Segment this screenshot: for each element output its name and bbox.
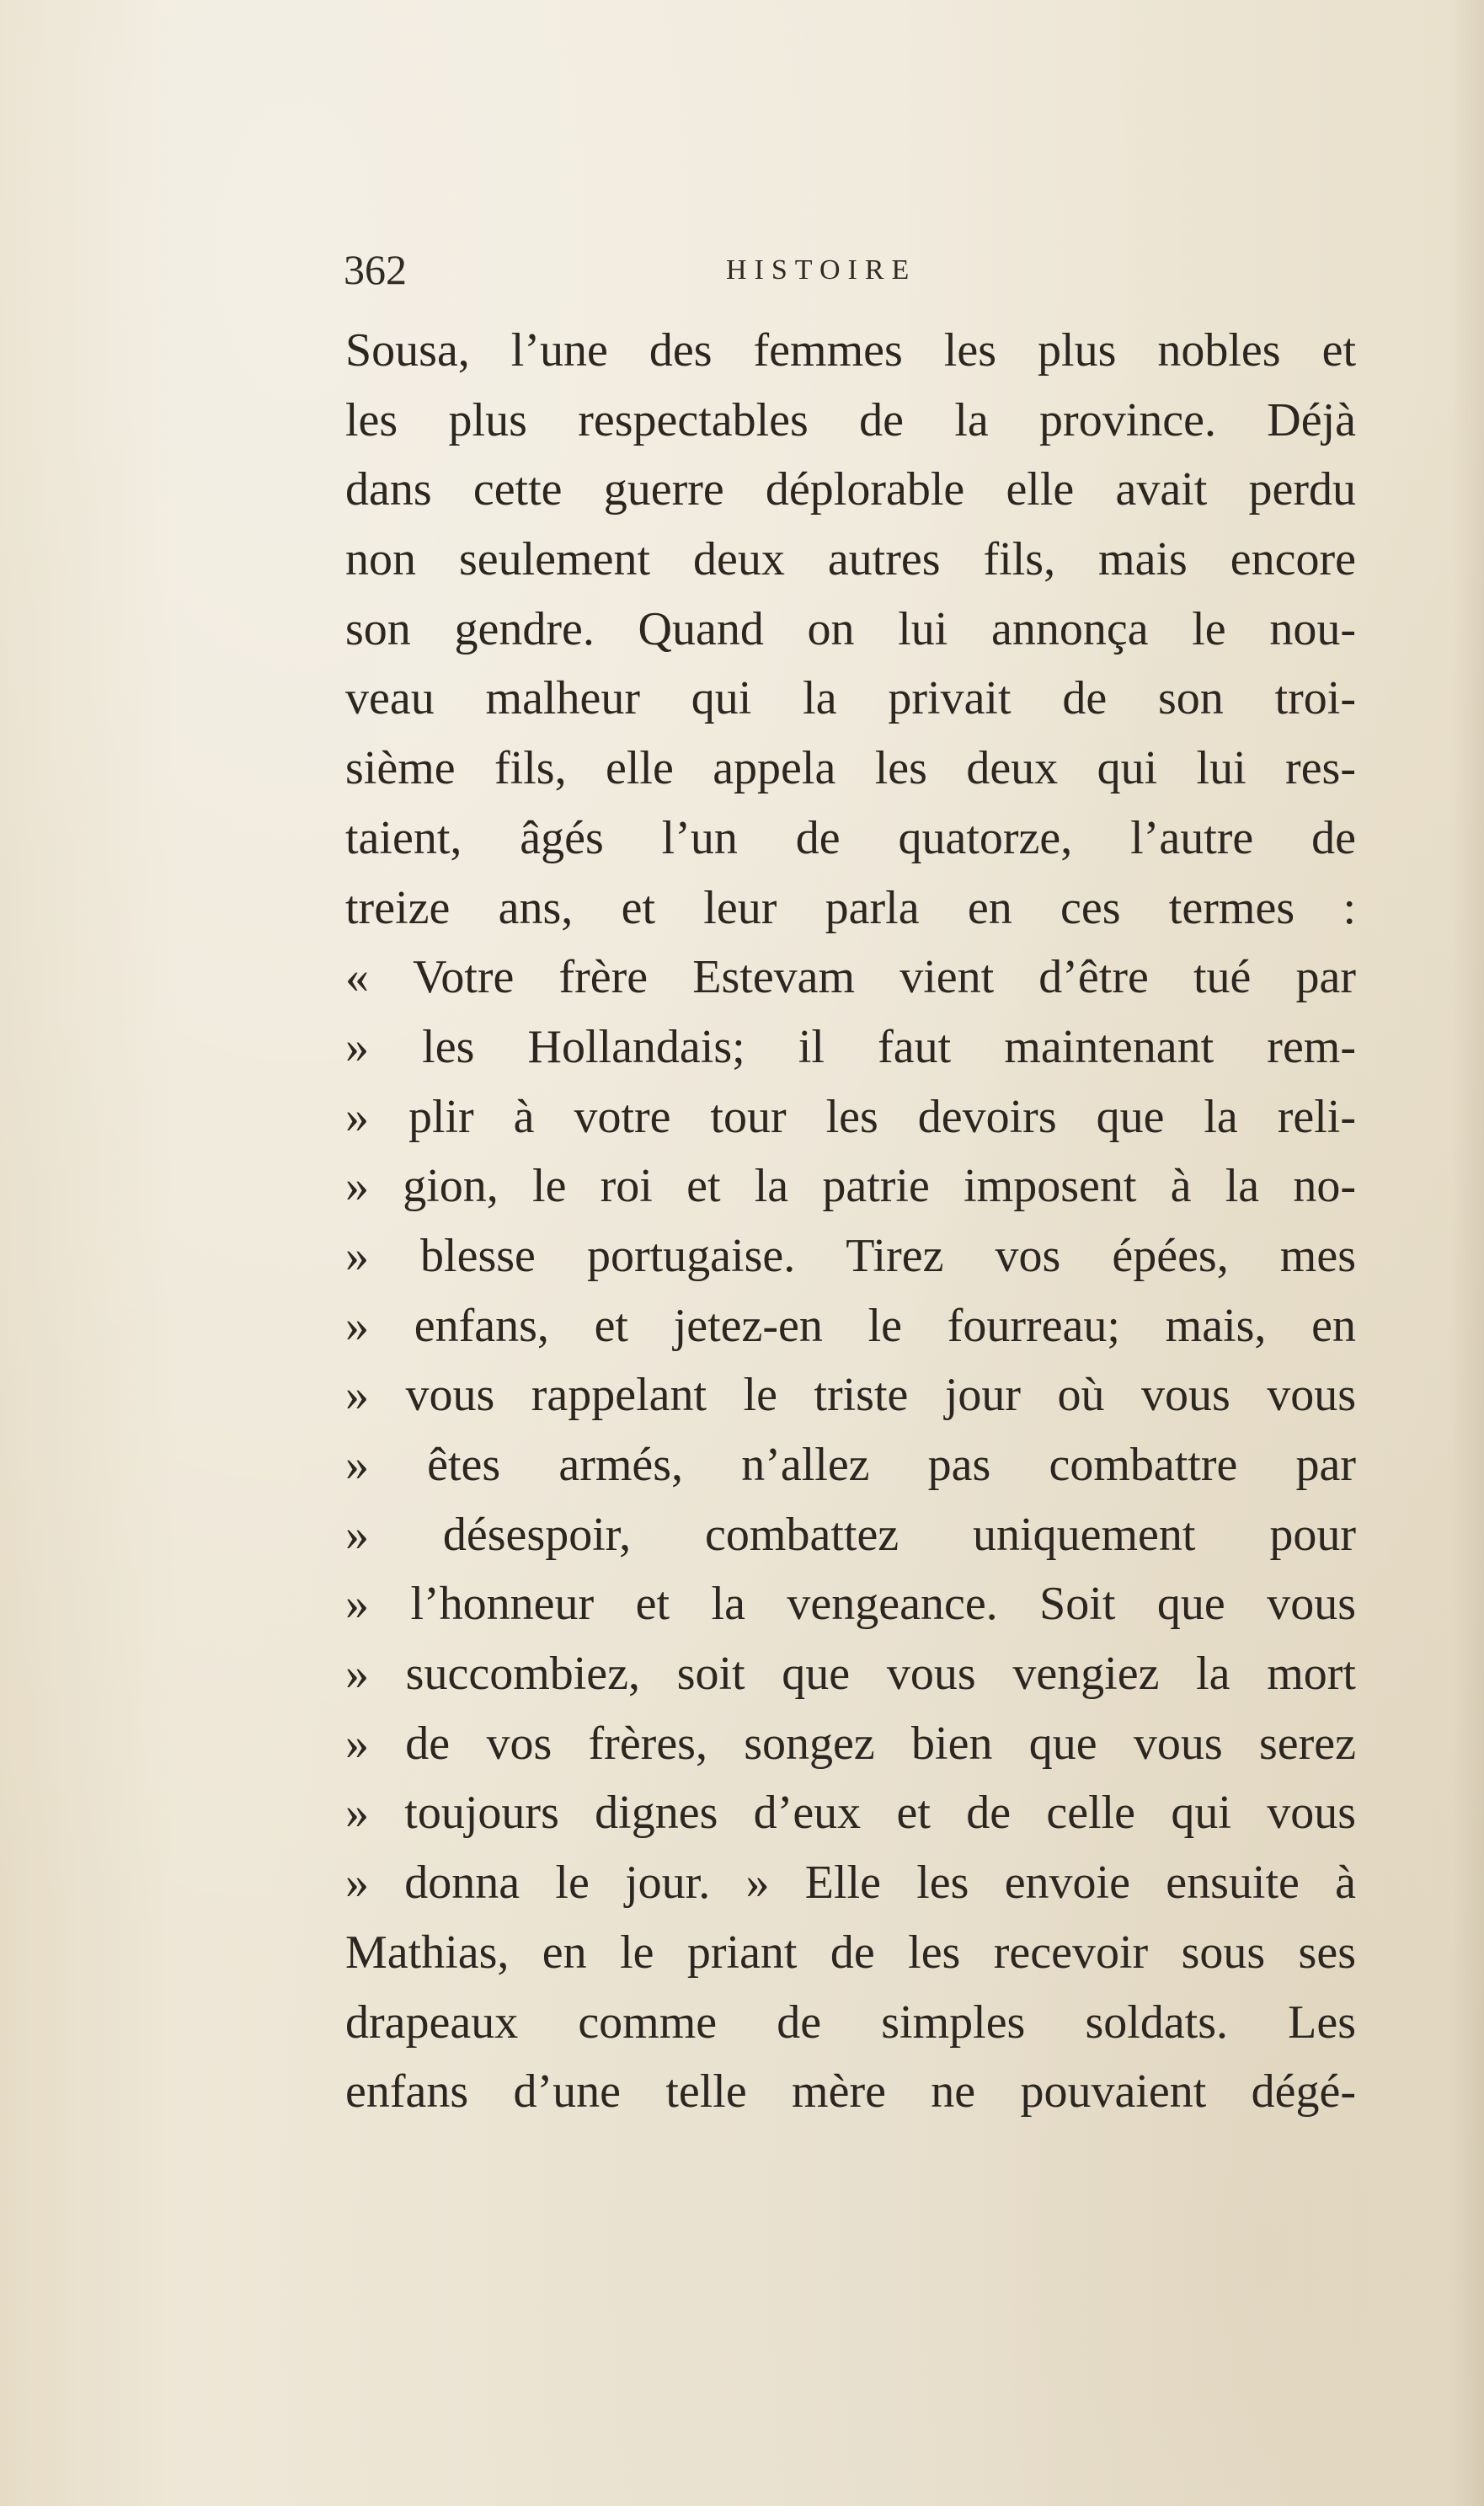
text-line: » les Hollandais; il faut maintenant rem- — [345, 1020, 1356, 1073]
text-line: » donna le jour. » Elle les envoie ensuite à — [345, 1857, 1356, 1910]
text-line: veau malheur qui la privait de son troi- — [345, 672, 1356, 725]
body-text — [345, 316, 1356, 2127]
running-head: HISTOIRE — [726, 254, 917, 286]
text-line: » succombiez, soit que vous vengiez la mort — [345, 1648, 1356, 1701]
page-header — [344, 244, 1354, 295]
text-line: dans cette guerre déplorable elle avait perdu — [345, 463, 1356, 516]
text-line: » l’honneur et la vengeance. Soit que vous — [345, 1578, 1356, 1631]
text-line: Mathias, en le priant de les recevoir sous ses — [345, 1926, 1356, 1979]
text-line: » enfans, et jetez-en le fourreau; mais, en — [345, 1299, 1356, 1352]
text-line: drapeaux comme de simples soldats. Les — [345, 1996, 1356, 2049]
text-line: non seulement deux autres fils, mais encore — [345, 533, 1356, 586]
text-line: « Votre frère Estevam vient d’être tué par — [345, 951, 1356, 1004]
text-line: enfans d’une telle mère ne pouvaient dégé- — [345, 2065, 1356, 2119]
text-line: » gion, le roi et la patrie imposent à la no- — [345, 1160, 1356, 1213]
text-line: » toujours dignes d’eux et de celle qui vous — [345, 1787, 1356, 1840]
text-line: son gendre. Quand on lui annonça le nou- — [345, 602, 1356, 655]
text-line: » de vos frères, songez bien que vous serez — [345, 1717, 1356, 1770]
text-line: treize ans, et leur parla en ces termes : — [345, 881, 1356, 934]
text-line: sième fils, elle appela les deux qui lui res- — [345, 742, 1356, 795]
text-line: les plus respectables de la province. Déjà — [345, 393, 1356, 446]
text-line: » désespoir, combattez uniquement pour — [345, 1508, 1356, 1561]
text-line: » vous rappelant le triste jour où vous vous — [345, 1369, 1356, 1422]
text-line: » plir à votre tour les devoirs que la reli- — [345, 1090, 1356, 1143]
text-line: » êtes armés, n’allez pas combattre par — [345, 1439, 1356, 1491]
text-line: » blesse portugaise. Tirez vos épées, mes — [345, 1229, 1356, 1282]
text-line: taient, âgés l’un de quatorze, l’autre de — [345, 811, 1356, 864]
page-number: 362 — [344, 246, 407, 293]
text-line: Sousa, l’une des femmes les plus nobles et — [345, 324, 1356, 377]
